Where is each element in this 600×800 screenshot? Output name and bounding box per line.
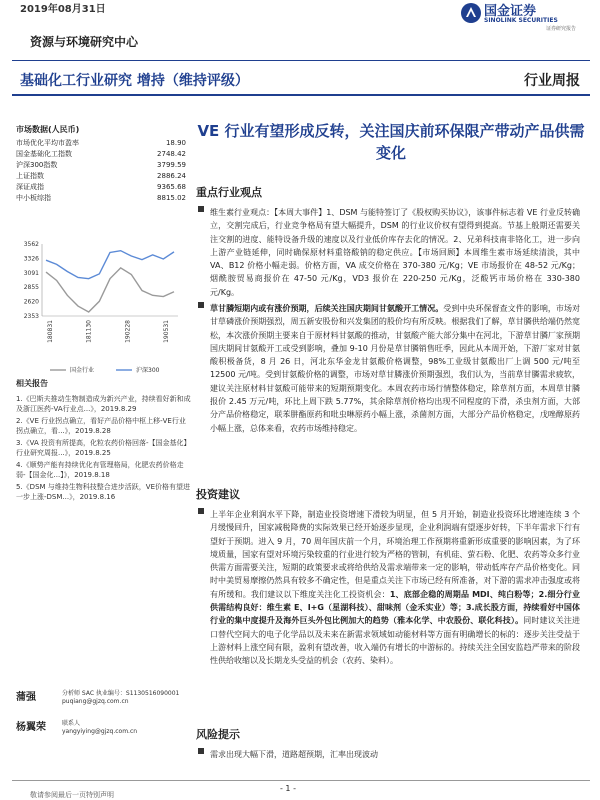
market-row-value: 2748.42 (157, 150, 186, 158)
related-report-item[interactable]: 1.《巴斯夫推动生物制造成为新兴产业，持续看好新和成及浙江医药-VA行业点...》，2019.8.29 (16, 395, 191, 413)
related-reports-list (16, 394, 192, 504)
legend-label: 沪深300 (136, 367, 160, 374)
glyphosate-lead: 草甘膦短期内或有涨价预期，后续关注国庆期间甘氨酸开工情况。 (210, 304, 444, 313)
legend-label: 国金行业 (70, 367, 95, 374)
risk-paragraph (196, 748, 580, 761)
related-report-item[interactable]: 2.《VE 行业拐点确立，看好产品价格中枢上移-VE行业拐点确立，看...》，2019.8.28 (16, 417, 186, 435)
bullet-icon (198, 302, 204, 308)
report-date: 2019年08月31日 (20, 4, 106, 15)
investment-text: 上半年企业利润水平下降，制造业投资增速下滑较为明显，但 5 月开始，制造业投资环比增速连续 3 个月缓慢回升，国家减税降费的实际效果已经开始逐步显现，企业利润端有望逐步好转，下半年需求下行有望好于预期。进入 9 月，70 周年国庆前一个月，环境治理工作预期将重新形成重要的影响因素，为了环境质量，国家有望对环境污染较重的行业进行较为严格的管制，有机硅、萤石粉、化肥、农药等众多行业供需方面需要关注，短期的政策要求或将给供给及需求端带来一定的影响，带动低库存产品价格变化。同时中美贸易摩擦仍然具有较多不确定性，但是重点关注下市场已经有所准备，对下游的需求冲击强度或将有所缓和。我们建议以下维度关注化工投资机会： (210, 510, 580, 599)
market-row-label: 市场优化平均市盈率 (16, 139, 79, 147)
analyst-info (62, 690, 179, 706)
analyst-name: 杨翼荣 (16, 722, 46, 733)
investment-picks: 1、底部企稳的周期品 MDI、纯白粉等；2.细分行业供需结构良好：维生素 E、I+G（星湖科技）、甜味剂（金禾实业）等；3.成长股方面，持续看好中国体行业的集中度提升及海外巨头外包比例加大的趋势（雅本化学、中农股份、联化科技）。 (210, 589, 580, 626)
x-tick-label: 181130 (85, 320, 93, 343)
market-row (16, 138, 186, 149)
glyphosate-text: 受到中央环保督查文件的影响，市场对甘草磷涨价预期强烈，周五新安股份和兴发集团的股价均有所反映。根据我们了解，草甘膦供给端仍然宽松，本次涨价预期主要来自于原材料甘氨酸的推动，甘氨酸产能大部分集中在河北，下游草甘膦厂家预期国庆期间甘氨酸开工或受到影响，叠加 9-10 月份是草甘膦销售旺季，因此从本周开始，下游厂家对甘氨酸积极备货，8 月 26 日，河北东华金龙甘氨酸价格调整，98%工业级甘氨酸出厂上调 500 元/吨至 12500 元/吨。受到甘氨酸价格的调整，市场对草甘膦涨价预期强烈，我们认为，当前草甘膦需求疲软，建议关注原材料甘氨酸可能带来的短期预期变化。本周农药市场行情整体稳定，除草剂方面，本周草甘膦报价 2.45 万元/吨，环比上周下跌 5.77%，其余除草剂价格均出现不同程度的下滑，杀虫剂方面，大部分产品价格稳定，联苯肼酯原药和吡虫啉原药小幅上涨，杀菌剂方面，大部分产品价格稳定，戊唑醇原药小幅上涨，总体来看，农药市场维持稳定。 (210, 304, 581, 433)
report-line: 基础化工行业研究 增持（维持评级） (20, 73, 249, 89)
investment-heading: 投资建议 (196, 488, 240, 501)
index-line-chart (16, 236, 186, 386)
market-row-label: 国金基础化工指数 (16, 150, 72, 158)
investment-paragraph (196, 508, 580, 668)
market-row-label: 中小板综指 (16, 194, 51, 202)
series-line (46, 268, 174, 312)
bullet-icon (198, 508, 204, 514)
report-type: 行业周报 (524, 73, 580, 89)
market-row-label: 上证指数 (16, 172, 44, 180)
investment-section (196, 486, 580, 668)
report-header-row (20, 70, 580, 90)
market-row-label: 沪深300指数 (16, 161, 58, 169)
analyst-role: 联系人 (62, 720, 81, 727)
x-tick-label: 190531 (163, 320, 170, 343)
brand-logo (460, 0, 590, 40)
related-report-item[interactable]: 5.《DSM 与维持生物科技整合进步活跃，VE价格有望进一步上涨-DSM...》，2019.8.16 (16, 483, 190, 501)
footer-disclaimer: 敬请参阅最后一页特别声明 (30, 791, 114, 799)
vitamin-text: 维生素行业观点：【本周大事件】1、DSM 与能特签订了《股权购买协议》，该事件标志着 VE 行业反转确立，交割完成后，行业竞争格局有望大幅提升，DSM 的行业议价权有望得到提高。节基上般期还需要关注交割的进度、能特设备升级的速度以及行业低价库存去化的情况。2、兄弟科技南非铬化工，进一步向上游产业链延伸，同时确保原材料重铬酸钠的稳定供应。【市场回顾】本周维生素市场延续清淡，其中 VA、B12 价格小幅走弱。价格方面，VA 成交价格在 370-380 元/Kg；VE 市场报价在 48-52 元/Kg；烟酰胺贸易商报价在 47-50 元/Kg，VD3 报价在 220-250 元/Kg，泛酸钙市场价格在 330-380 元/Kg。 (210, 208, 580, 297)
market-row-value: 18.90 (165, 139, 186, 147)
market-row (16, 149, 186, 160)
header-divider-top (12, 60, 590, 61)
series-line (46, 251, 174, 279)
analyst-cert: 分析师 SAC 执业编号：S1130516090001 (62, 690, 180, 697)
market-row (16, 160, 186, 171)
key-points-heading: 重点行业观点 (196, 186, 262, 199)
glyphosate-paragraph (196, 302, 580, 435)
key-points-section (196, 184, 580, 299)
market-data-panel (16, 124, 186, 204)
brand-name-cn: 国金证券 (484, 4, 537, 19)
y-tick-label: 2620 (23, 298, 39, 306)
y-tick-label: 3562 (23, 241, 39, 248)
header-divider-bottom (12, 94, 590, 96)
x-tick-label: 190228 (124, 320, 132, 343)
market-row (16, 171, 186, 182)
analyst-name: 蒲强 (16, 692, 36, 703)
risk-heading: 风险提示 (196, 728, 240, 741)
brand-subtitle: 证券研究报告 (546, 26, 577, 32)
vitamin-paragraph (196, 206, 580, 299)
market-row-value: 3799.59 (157, 161, 186, 169)
market-data-list (16, 138, 186, 204)
market-data-title: 市场数据(人民币) (16, 125, 80, 134)
market-row-label: 深证成指 (16, 183, 44, 191)
analyst-email[interactable]: puqiang@gjzq.com.cn (62, 698, 129, 705)
y-tick-label: 3091 (23, 269, 39, 277)
market-row-value: 9365.68 (157, 183, 186, 191)
y-tick-label: 2855 (23, 284, 39, 292)
risk-section (196, 726, 580, 761)
investment-text-2: 同时建议关注进口替代空间大的电子化学品以及未来在新需求领域如动能材料等方面有明确增长的标的：逐步关注受益于上游材料上涨空间有限，盈利有望改善，收入端仍有增长的中游标的。持续关注全国安监趋严带来的阶段性供给收缩以及长期龙头受益的机会（农药、染料）。 (210, 616, 581, 666)
brand-name-en: SINOLINK SECURITIES (484, 17, 558, 24)
report-title: VE 行业有望形成反转，关注国庆前环保限产带动产品供需变化 (197, 122, 585, 162)
analyst-info (62, 720, 137, 736)
market-row-value: 8815.02 (157, 194, 186, 202)
related-reports-title: 相关报告 (16, 379, 48, 388)
related-report-item[interactable]: 4.《顺势产能有持续优化有管理格局，化肥农药价格走弱-【国金化...】》，2019.8.18 (16, 461, 184, 479)
analyst-block (16, 688, 192, 768)
related-report-item[interactable]: 3.《VA 投资有所提高，化粒农药价格回落-【国金基化】行业研究周报...》，2019.8.25 (16, 439, 191, 457)
y-tick-label: 3326 (23, 255, 39, 263)
market-row (16, 182, 186, 193)
footer-divider (12, 780, 590, 781)
y-tick-label: 2353 (23, 313, 39, 320)
x-tick-label: 180831 (47, 320, 54, 343)
page-number: - 1 - (280, 784, 296, 793)
market-row (16, 193, 186, 204)
analyst-email[interactable]: yangyiying@gjzq.com.cn (62, 728, 138, 735)
risk-text: 需求出现大幅下滑，道路超预期，汇率出现波动 (210, 750, 378, 759)
market-row-value: 2886.24 (157, 172, 186, 180)
research-center: 资源与环境研究中心 (30, 35, 139, 49)
sinolink-logo-icon (460, 2, 482, 24)
bullet-icon (198, 748, 204, 754)
bullet-icon (198, 206, 204, 212)
